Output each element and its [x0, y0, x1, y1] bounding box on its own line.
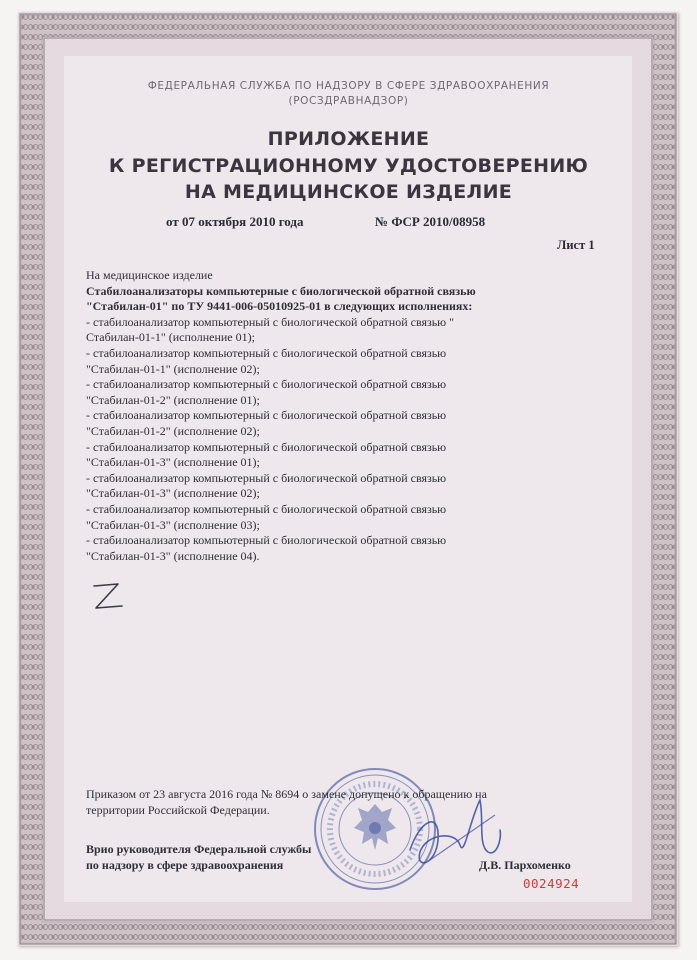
- variant-line: "Стабилан-01-2" (исполнение 02);: [86, 423, 260, 438]
- variant-line: - стабилоанализатор компьютерный с биологической обратной связью: [86, 501, 447, 516]
- intro-line: На медицинское изделие: [86, 268, 213, 282]
- variant-line: "Стабилан-01-3" (исполнение 04).: [86, 548, 260, 563]
- product-line: "Стабилан-01" по ТУ 9441-006-05010925-01 в следующих исполнениях:: [86, 299, 473, 314]
- certificate-number: № ФСР 2010/08958: [375, 214, 486, 229]
- variant-line: "Стабилан-01-3" (исполнение 03);: [86, 517, 260, 532]
- product-line: Стабилоанализаторы компьютерные с биологической обратной связью: [86, 283, 476, 298]
- order-line: Приказом от 23 августа 2016 года № 8694 о замене допущено к обращению на: [86, 787, 487, 801]
- signer-line: Врио руководителя Федеральной службы: [86, 842, 312, 856]
- variant-line: - стабилоанализатор компьютерный с биологической обратной связью: [86, 408, 447, 423]
- variant-line: - стабилоанализатор компьютерный с биологической обратной связью: [86, 345, 447, 360]
- document-title-line1: ПРИЛОЖЕНИЕ: [267, 128, 430, 150]
- signer-line: по надзору в сфере здравоохранения: [86, 858, 284, 872]
- document-title-line2: К РЕГИСТРАЦИОННОМУ УДОСТОВЕРЕНИЮ: [108, 155, 589, 177]
- device-description: [86, 268, 566, 564]
- variant-line: "Стабилан-01-3" (исполнение 01);: [86, 455, 260, 470]
- signer-position: [86, 841, 311, 873]
- variant-line: - стабилоанализатор компьютерный с биологической обратной связью ": [86, 314, 455, 329]
- variant-line: - стабилоанализатор компьютерный с биологической обратной связью: [86, 470, 447, 485]
- serial-number: 0024924: [523, 876, 580, 891]
- order-line: территории Российской Федерации.: [86, 802, 270, 817]
- agency-abbreviation: (РОСЗДРАВНАДЗОР): [288, 95, 409, 107]
- variant-line: Стабилан-01-1" (исполнение 01);: [86, 330, 255, 345]
- variant-line: "Стабилан-01-1" (исполнение 02);: [86, 361, 260, 376]
- sheet-number: Лист 1: [557, 238, 595, 252]
- z-mark-icon: [88, 580, 128, 616]
- variant-line: - стабилоанализатор компьютерный с биологической обратной связью: [86, 439, 447, 454]
- signer-name: Д.В. Пархоменко: [479, 858, 571, 872]
- variant-line: "Стабилан-01-2" (исполнение 01);: [86, 392, 260, 407]
- agency-name: ФЕДЕРАЛЬНАЯ СЛУЖБА ПО НАДЗОРУ В СФЕРЕ ЗДРАВООХРАНЕНИЯ: [147, 80, 550, 92]
- variant-line: "Стабилан-01-3" (исполнение 02);: [86, 486, 260, 501]
- certificate-date: от 07 октября 2010 года: [166, 214, 304, 229]
- document-title-line3: НА МЕДИЦИНСКОЕ ИЗДЕЛИЕ: [184, 181, 513, 203]
- variant-line: - стабилоанализатор компьютерный с биологической обратной связью: [86, 377, 447, 392]
- order-note: [86, 787, 487, 818]
- variant-line: - стабилоанализатор компьютерный с биологической обратной связью: [86, 533, 447, 548]
